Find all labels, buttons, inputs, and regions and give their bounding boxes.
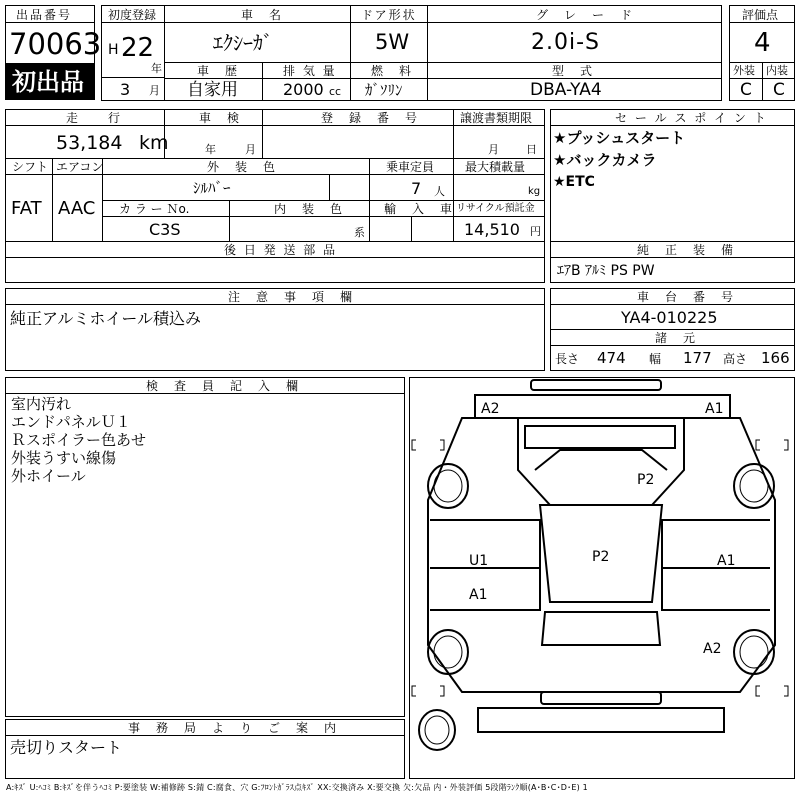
damage-mark: A1	[705, 401, 724, 417]
ext-color: ｼﾙﾊﾞｰ	[193, 179, 231, 197]
model: DBA-YA4	[530, 80, 602, 100]
front-left-rim	[434, 470, 462, 502]
right-doors	[662, 520, 770, 610]
rear-window	[542, 612, 660, 645]
later-parts-label: 後 日 発 送 部 品	[224, 243, 338, 257]
inspector-line: エンドパネルＵ１	[11, 413, 131, 431]
damage-mark: A1	[717, 553, 736, 569]
glass-bracket	[756, 440, 788, 450]
first-reg-label: 初度登録	[108, 8, 157, 22]
front-bumper	[475, 395, 730, 418]
front-bumper-lip	[531, 380, 661, 390]
grille	[525, 426, 675, 448]
transfer-day-unit: 日	[526, 143, 537, 156]
max-load-label: 最大積載量	[465, 160, 526, 174]
mileage-unit: km	[139, 132, 169, 154]
height-label: 高さ	[723, 352, 748, 366]
plate-label: 登 録 番 号	[321, 111, 420, 125]
rear-spoiler	[541, 692, 661, 704]
caution: 純正アルミホイール積込み	[10, 309, 202, 328]
grade: 2.0i-S	[531, 30, 601, 55]
exterior-label: 外装	[733, 64, 755, 77]
transfer-label: 譲渡書類期限	[460, 111, 533, 125]
color-no-label: カ ラ ー Ｎo.	[119, 202, 190, 216]
height: 166	[761, 349, 790, 367]
rear-left-rim	[434, 636, 462, 668]
first-reg-year: 22	[121, 33, 155, 63]
damage-mark: A2	[481, 401, 500, 417]
fuel-label: 燃 料	[371, 64, 414, 78]
damage-mark: P2	[592, 549, 610, 565]
spare-rim	[425, 716, 449, 744]
recycle-label: リサイクル預託金	[456, 203, 535, 214]
sales-point: ★バックカメラ	[553, 151, 657, 169]
interior-grade: C	[773, 80, 785, 100]
score: 4	[754, 28, 771, 58]
capacity-unit: 人	[434, 185, 445, 198]
color-no: C3S	[149, 220, 181, 239]
score-label: 評価点	[742, 8, 779, 22]
first-reg-month: 3	[120, 80, 131, 99]
history: 自家用	[187, 80, 238, 100]
office-text: 売切りスタート	[10, 738, 123, 757]
ac-label: エアコン	[56, 160, 104, 174]
grade-label: グ レ ー ド	[536, 8, 635, 22]
door-label: ドア形状	[361, 8, 417, 22]
glass-bracket	[412, 440, 444, 450]
width: 177	[683, 349, 712, 367]
max-load-unit: kg	[528, 186, 541, 197]
displacement-unit: cc	[329, 85, 342, 98]
fuel: ｶﾞｿﾘﾝ	[365, 81, 403, 99]
genuine: ｴｱB ｱﾙﾐ PS PW	[557, 263, 655, 279]
first-reg-year-unit: 年	[151, 62, 162, 75]
office-label: 事 務 局 よ り ご 案 内	[128, 721, 339, 735]
exterior-grade: C	[740, 80, 752, 100]
capacity-label: 乗車定員	[386, 160, 435, 174]
inspector-line: Ｒスポイラー色あせ	[11, 431, 147, 449]
ac: AAC	[58, 198, 96, 219]
first-reg-month-unit: 月	[149, 84, 160, 97]
legend: A:ｷｽﾞ U:ﾍｺﾐ B:ｷｽﾞを伴うﾍｺﾐ P:要塗装 W:補修跡 S:錆 C:腐食、穴 G:ﾌﾛﾝﾄｶﾞﾗｽ点ｷｽﾞ XX:交換済み X:要交換 欠:欠品 内・外装評価 5段階ﾗﾝｸ順(A･B･C･D･E) 1	[6, 783, 588, 792]
caution-label: 注 意 事 項 欄	[228, 290, 355, 304]
displacement-label: 排 気 量	[283, 64, 337, 78]
displacement: 2000	[283, 80, 324, 99]
mileage: 53,184	[56, 132, 123, 154]
front-right-rim	[740, 470, 768, 502]
history-label: 車 歴	[197, 64, 240, 78]
sales-point: ★ETC	[553, 174, 595, 190]
capacity: 7	[411, 179, 422, 198]
mileage-label: 走 行	[66, 111, 123, 125]
transfer-month-unit: 月	[488, 143, 499, 156]
ext-color-label: 外 装 色	[207, 160, 278, 174]
damage-mark: A1	[469, 587, 488, 603]
width-label: 幅	[649, 352, 662, 366]
glass-bracket	[412, 686, 444, 696]
shift-label: シフト	[12, 160, 49, 174]
inspector-label: 検 査 員 記 入 欄	[146, 379, 301, 393]
genuine-label: 純 正 装 備	[637, 243, 736, 257]
windshield	[535, 450, 667, 470]
sales-point: ★プッシュスタート	[553, 129, 686, 147]
chassis: YA4-010225	[621, 308, 718, 327]
recycle-unit: 円	[530, 225, 541, 238]
model-label: 型 式	[552, 64, 595, 78]
int-color-label: 内 装 色	[274, 202, 345, 216]
glass-bracket	[756, 686, 788, 696]
shift: FAT	[11, 198, 42, 219]
length: 474	[597, 349, 626, 367]
lot-number-label: 出品番号	[16, 8, 73, 22]
import-label: 輸 入 車	[384, 202, 455, 216]
inspector-line: 外装うすい線傷	[11, 449, 117, 467]
rear-bumper	[478, 708, 724, 732]
first-listing-text: 初出品	[12, 68, 84, 96]
spec-label: 諸 元	[655, 331, 698, 345]
lot-number: 70063	[9, 27, 102, 61]
car-name-label: 車 名	[241, 8, 284, 22]
inspector-line: 室内汚れ	[11, 395, 72, 413]
car-name: ｴｸｼｰｶﾞ	[213, 31, 273, 55]
inspection-label: 車 検	[199, 111, 242, 125]
inspector-line: 外ホイール	[11, 467, 86, 485]
sales-label: セ ー ル ス ポ イ ン ト	[615, 111, 768, 125]
damage-mark: A2	[703, 641, 722, 657]
damage-mark: U1	[469, 553, 489, 569]
inspection-year-unit: 年	[205, 143, 216, 156]
length-label: 長さ	[555, 352, 580, 366]
interior-label: 内装	[766, 64, 788, 77]
inspection-month-unit: 月	[245, 143, 256, 156]
recycle: 14,510	[464, 220, 520, 239]
damage-mark: P2	[637, 472, 655, 488]
int-color-unit: 系	[354, 226, 365, 239]
door: 5W	[375, 30, 410, 54]
hood	[518, 418, 684, 505]
first-reg-era: H	[108, 42, 119, 58]
chassis-label: 車 台 番 号	[637, 290, 736, 304]
rear-right-rim	[740, 636, 768, 668]
